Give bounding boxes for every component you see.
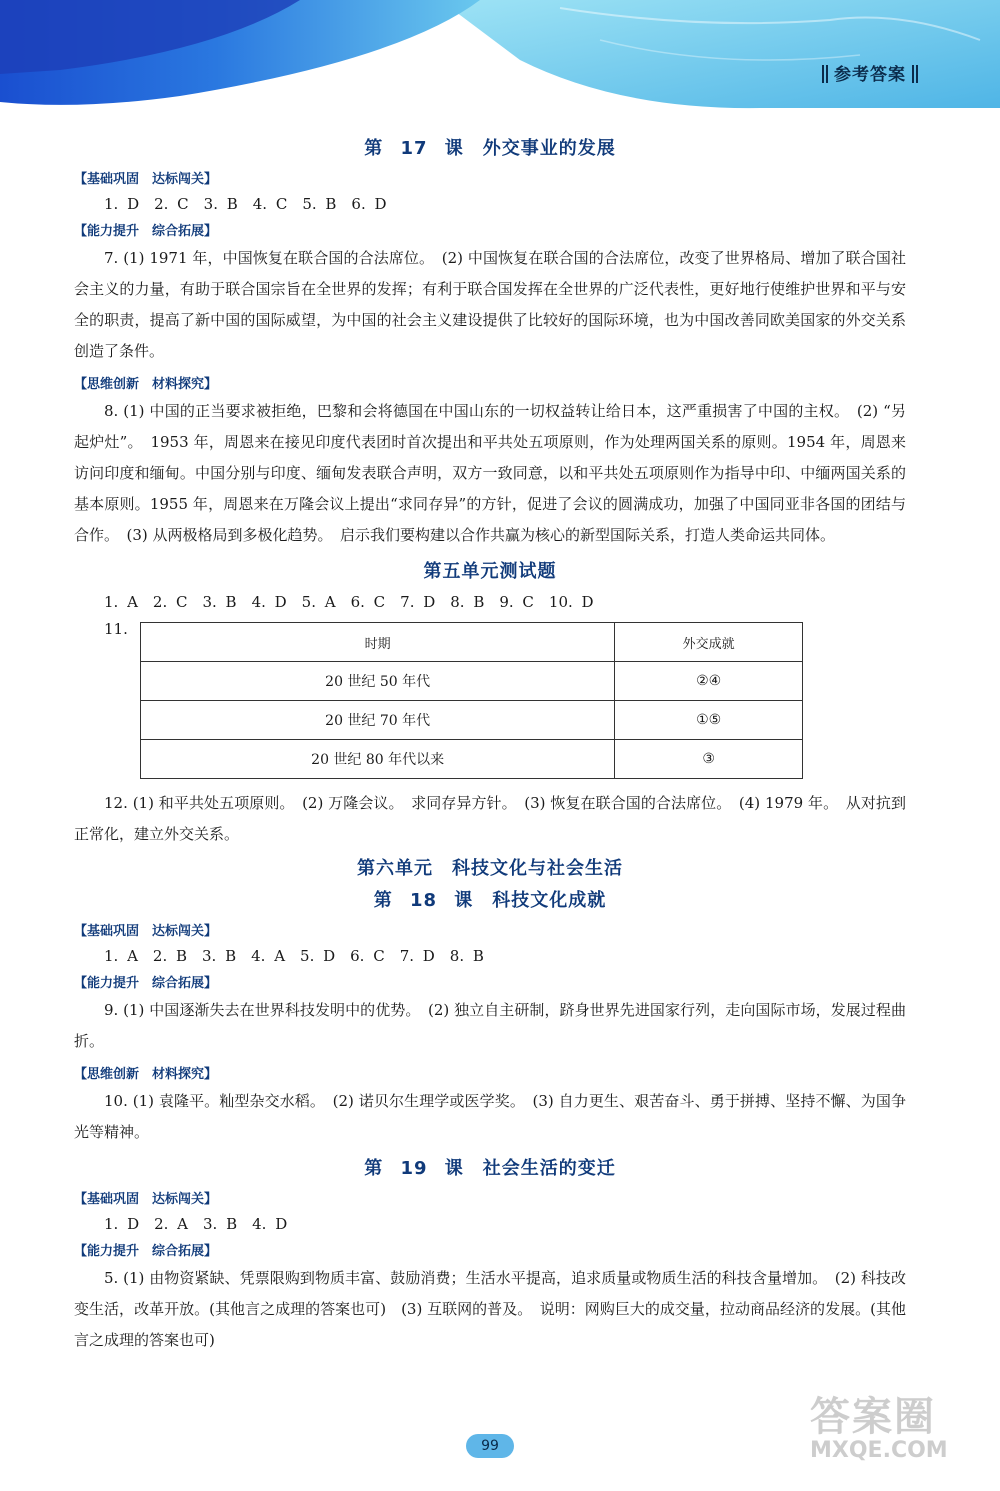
lesson-19-basic-answers: 1. D 2. A 3. B 4. D [104, 1215, 288, 1233]
lesson-19-title: 第 19 课 社会生活的变迁 [364, 1158, 616, 1179]
table-header-period: 时期 [141, 623, 615, 662]
table-cell-period: 20 世纪 50 年代 [141, 662, 615, 701]
table-cell-period: 20 世纪 70 年代 [141, 701, 615, 740]
watermark-text: 答案圈 [810, 1394, 936, 1440]
unit-5-test-title: 第五单元测试题 [423, 561, 557, 582]
section-tag-ability: 【能力提升 综合拓展】 [74, 976, 218, 991]
question-10-answer: 10. (1) 袁隆平。籼型杂交水稻。 (2) 诺贝尔生理学或医学奖。 (3) 自力更生、艰苦奋斗、勇于拼搏、坚持不懈、为国争光等精神。 [74, 1092, 906, 1141]
page-number: 99 [466, 1434, 514, 1458]
diplomacy-achievement-table [140, 622, 803, 779]
section-tag-basic: 【基础巩固 达标闯关】 [74, 1192, 218, 1207]
question-8-answer: 8. (1) 中国的正当要求被拒绝，巴黎和会将德国在中国山东的一切权益转让给日本，这严重损害了中国的主权。 (2) “另起炉灶”。 1953 年，周恩来在接见印度代表团时首次提出和平共处五项原则，作为处理两国关系的原则。1954 年，周恩来访问印度和缅甸。中国分别与印度、缅甸发表联合声明，双方一致同意，以和平共处五项原则作为指导中印、中缅两国关系的基本原则。1955 年，周恩来在万隆会议上提出“求同存异”的方针，促进了会议的圆满成功，加强了中国同亚非各国的团结与合作。 (3) 从两极格局到多极化趋势。 启示我们要构建以合作共赢为核心的新型国际关系，打造人类命运共同体。 [74, 402, 906, 544]
table-header-achievement: 外交成就 [615, 623, 803, 662]
section-tag-ability: 【能力提升 综合拓展】 [74, 1244, 218, 1259]
table-cell-achievement: ③ [615, 740, 803, 779]
table-row [141, 701, 803, 740]
table-cell-period: 20 世纪 80 年代以来 [141, 740, 615, 779]
header-label: 参考答案 [822, 60, 918, 85]
section-tag-ability: 【能力提升 综合拓展】 [74, 224, 218, 239]
table-header-row [141, 623, 803, 662]
lesson-18-basic-answers: 1. A 2. B 3. B 4. A 5. D 6. C 7. D 8. B [104, 947, 484, 965]
table-cell-achievement: ①⑤ [615, 701, 803, 740]
unit-5-choice-answers: 1. A 2. C 3. B 4. D 5. A 6. C 7. D 8. B 9. C 10. D [104, 593, 594, 611]
unit-6-title: 第六单元 科技文化与社会生活 [357, 858, 623, 879]
table-cell-achievement: ②④ [615, 662, 803, 701]
watermark-logo [810, 1385, 990, 1485]
question-5-answer: 5. (1) 由物资紧缺、凭票限购到物质丰富、鼓励消费；生活水平提高，追求质量或物质生活的科技含量增加。 (2) 科技改变生活，改革开放。(其他言之成理的答案也可) (3) 互联网的普及。 说明：网购巨大的成交量，拉动商品经济的发展。(其他言之成理的答案也可) [74, 1269, 906, 1349]
section-tag-thinking: 【思维创新 材料探究】 [74, 377, 218, 392]
question-7-answer: 7. (1) 1971 年，中国恢复在联合国的合法席位。 (2) 中国恢复在联合国的合法席位，改变了世界格局、增加了联合国社会主义的力量，有助于联合国宗旨在全世界的发挥；有利于联合国发挥在全世界的广泛代表性，更好地行使维护世界和平与安全的职责，提高了新中国的国际威望，为中国的社会主义建设提供了比较好的国际环境，也为中国改善同欧美国家的外交关系创造了条件。 [74, 249, 906, 360]
question-11-number: 11. [104, 620, 128, 638]
section-tag-basic: 【基础巩固 达标闯关】 [74, 172, 218, 187]
lesson-17-basic-answers: 1. D 2. C 3. B 4. C 5. B 6. D [104, 195, 387, 213]
question-12-answer: 12. (1) 和平共处五项原则。 (2) 万隆会议。 求同存异方针。 (3) 恢复在联合国的合法席位。 (4) 1979 年。 从对抗到正常化，建立外交关系。 [74, 794, 906, 843]
section-tag-basic: 【基础巩固 达标闯关】 [74, 924, 218, 939]
lesson-18-title: 第 18 课 科技文化成就 [373, 890, 607, 911]
header-banner [0, 0, 1000, 130]
table-row [141, 662, 803, 701]
question-9-answer: 9. (1) 中国逐渐失去在世界科技发明中的优势。 (2) 独立自主研制，跻身世界先进国家行列，走向国际市场，发展过程曲折。 [74, 1001, 906, 1050]
section-tag-thinking: 【思维创新 材料探究】 [74, 1067, 218, 1082]
table-row [141, 740, 803, 779]
watermark-url: MXQE.COM [810, 1438, 948, 1463]
question-11 [74, 618, 906, 788]
answer-content [74, 128, 906, 1356]
lesson-17-title: 第 17 课 外交事业的发展 [364, 138, 616, 159]
